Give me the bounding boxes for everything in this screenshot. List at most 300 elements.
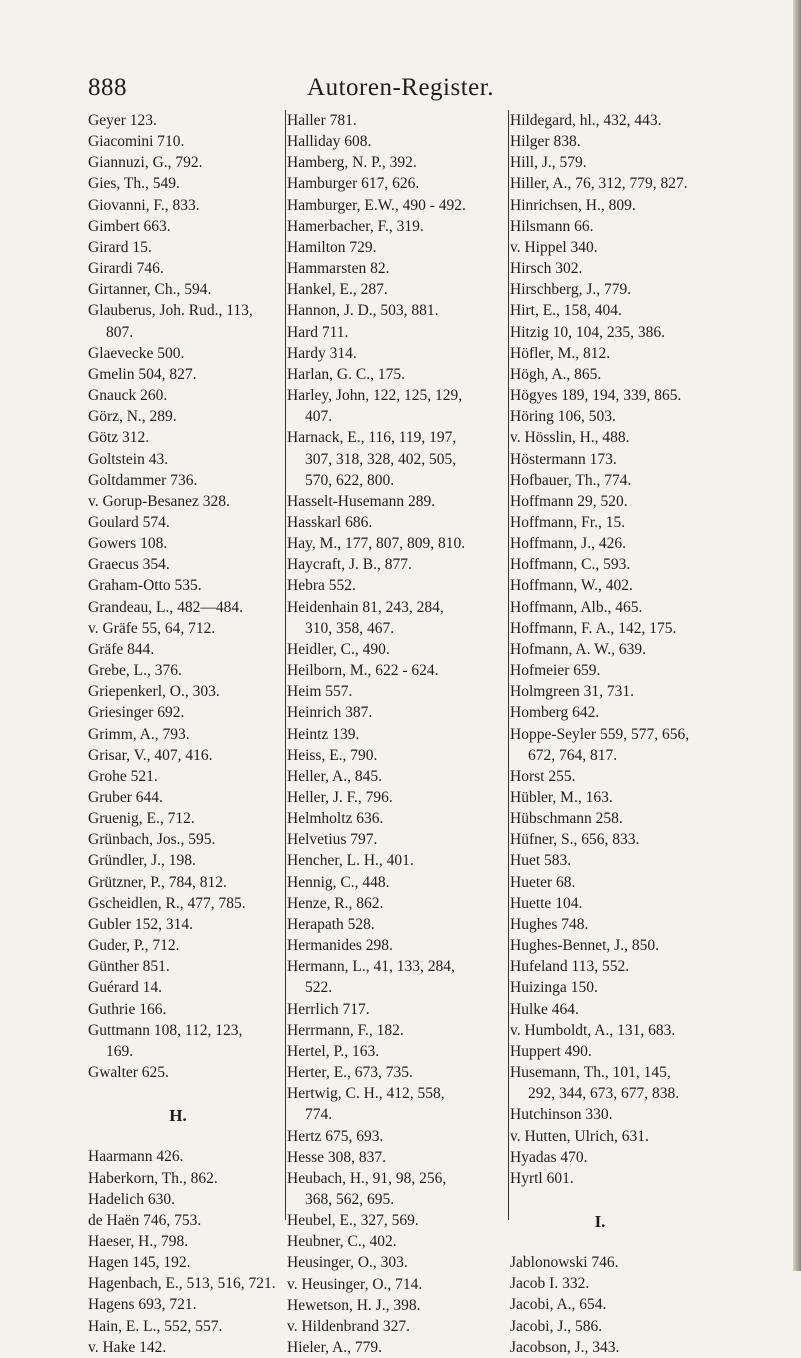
index-entry	[510, 131, 795, 152]
entry-line: Jablonowski 746.	[510, 1254, 619, 1272]
entry-line: v. Humboldt, A., 131, 683.	[510, 1021, 676, 1039]
entry-line: Henze, R., 862.	[287, 894, 384, 912]
index-entry	[510, 1147, 795, 1168]
index-entry	[88, 470, 284, 491]
index-entry	[88, 1231, 284, 1252]
entry-line: Giovanni, F., 833.	[88, 196, 200, 214]
index-entry	[510, 1294, 795, 1315]
entry-line: Hutchinson 330.	[510, 1106, 613, 1124]
index-entry	[287, 1147, 512, 1168]
entry-line: Hitzig 10, 104, 235, 386.	[510, 323, 665, 341]
index-entry	[88, 999, 284, 1020]
index-entry	[287, 554, 512, 575]
entry-line: Hannon, J. D., 503, 881.	[287, 302, 439, 320]
index-entry	[510, 787, 795, 808]
entry-line: Goltstein 43.	[88, 450, 169, 468]
index-entry	[88, 1337, 284, 1358]
entry-line: Höstermann 173.	[510, 450, 617, 468]
index-entry	[287, 702, 512, 723]
index-entry	[510, 575, 795, 596]
entry-line: Hirschberg, J., 779.	[510, 281, 632, 299]
entry-line: Hencher, L. H., 401.	[287, 852, 414, 870]
entry-line: Hoppe-Seyler 559, 577, 656,	[510, 725, 690, 743]
entry-line: Hamerbacher, F., 319.	[287, 217, 424, 235]
index-entry	[88, 343, 284, 364]
entry-line: Hill, J., 579.	[510, 154, 587, 172]
entry-line: Hinrichsen, H., 809.	[510, 196, 636, 214]
index-entry	[510, 935, 795, 956]
entry-line: Helmholtz 636.	[287, 810, 384, 828]
entry-line: Hermanides 298.	[287, 937, 393, 955]
entry-line: Hesse 308, 837.	[287, 1148, 387, 1166]
entry-line: Heubner, C., 402.	[287, 1233, 397, 1251]
entry-line: Hoffmann, C., 593.	[510, 556, 631, 574]
index-entry	[88, 935, 284, 956]
entry-line: v. Hutten, Ulrich, 631.	[510, 1127, 649, 1145]
index-entry	[287, 999, 512, 1020]
entry-line: Gruenig, E., 712.	[88, 810, 195, 828]
entry-line: Heller, A., 845.	[287, 767, 382, 785]
entry-line: Hübschmann 258.	[510, 810, 623, 828]
index-entry	[510, 1273, 795, 1294]
index-entry	[510, 470, 795, 491]
entry-line: Hiller, A., 76, 312, 779, 827.	[510, 175, 688, 193]
entry-line: Hardy 314.	[287, 344, 357, 362]
entry-line: Hughes 748.	[510, 915, 589, 933]
entries-list	[88, 110, 284, 1083]
entry-continuation: 522.	[305, 979, 333, 997]
index-entry	[510, 427, 795, 448]
entry-line: Gwalter 625.	[88, 1064, 169, 1082]
entry-line: Harnack, E., 116, 119, 197,	[287, 429, 457, 447]
index-entry	[287, 533, 512, 554]
entry-line: Hoffmann 29, 520.	[510, 492, 628, 510]
entry-line: Hübler, M., 163.	[510, 789, 613, 806]
entry-line: Heidler, C., 490.	[287, 640, 390, 658]
index-entry	[88, 1146, 284, 1167]
index-entry	[287, 279, 512, 300]
index-entry	[510, 1104, 795, 1125]
index-entry	[287, 575, 512, 596]
entry-line: Grandeau, L., 482—484.	[88, 598, 243, 616]
entry-line: Hamburger, E.W., 490 - 492.	[287, 196, 466, 214]
entry-continuation: 307, 318, 328, 402, 505,	[305, 450, 457, 468]
entry-line: Hankel, E., 287.	[287, 281, 388, 299]
index-entry	[510, 914, 795, 935]
index-entry	[88, 385, 284, 406]
index-entry	[510, 681, 795, 702]
page-number: 888	[88, 74, 127, 101]
index-entry	[88, 1294, 284, 1315]
index-entry	[88, 512, 284, 533]
index-entry	[287, 1337, 512, 1358]
index-entry	[287, 681, 512, 702]
index-entry	[88, 406, 284, 427]
index-entry	[88, 829, 284, 850]
entry-line: v. Hake 142.	[88, 1338, 167, 1356]
index-entry	[287, 1083, 512, 1125]
entry-line: Girtanner, Ch., 594.	[88, 281, 212, 299]
entry-line: Guder, P., 712.	[88, 937, 180, 955]
entry-line: Grünbach, Jos., 595.	[88, 831, 216, 849]
entry-line: Huette 104.	[510, 894, 583, 912]
entry-line: Heintz 139.	[287, 725, 360, 743]
entry-line: Gscheidlen, R., 477, 785.	[88, 894, 246, 912]
entry-line: Hufeland 113, 552.	[510, 958, 630, 976]
index-entry	[510, 385, 795, 406]
index-entry	[88, 1062, 284, 1083]
index-entry	[510, 1168, 795, 1189]
index-entry	[287, 829, 512, 850]
entry-line: Gründler, J., 198.	[88, 852, 196, 870]
index-entry	[88, 956, 284, 977]
index-entry	[510, 766, 795, 787]
index-entry	[287, 1062, 512, 1083]
index-entry	[88, 639, 284, 660]
entry-line: Huppert 490.	[510, 1042, 592, 1060]
index-entry	[287, 173, 512, 194]
index-entry	[510, 533, 795, 554]
entry-line: Hieler, A., 779.	[287, 1339, 382, 1357]
index-entry	[88, 1020, 284, 1062]
index-entry	[88, 872, 284, 893]
index-entry	[88, 110, 284, 131]
entry-line: Helvetius 797.	[287, 831, 378, 849]
index-entry	[510, 152, 795, 173]
index-entry	[287, 385, 512, 427]
index-entry	[510, 893, 795, 914]
entry-line: Giacomini 710.	[88, 133, 185, 151]
entry-line: Hertz 675, 693.	[287, 1127, 384, 1145]
index-entry	[287, 343, 512, 364]
index-entry	[88, 808, 284, 829]
entry-line: Haberkorn, Th., 862.	[88, 1169, 218, 1187]
entry-line: Hertel, P., 163.	[287, 1042, 380, 1060]
entry-line: Hoffmann, W., 402.	[510, 577, 633, 595]
entry-line: Jacobson, J., 343.	[510, 1338, 620, 1356]
entry-line: Heim 557.	[287, 683, 353, 701]
index-entry	[287, 300, 512, 321]
entry-continuation: 774.	[305, 1106, 333, 1124]
index-entry	[88, 977, 284, 998]
index-entry	[510, 639, 795, 660]
entry-line: Högh, A., 865.	[510, 365, 602, 383]
index-entry	[287, 131, 512, 152]
entry-line: Huet 583.	[510, 852, 572, 870]
index-entry	[287, 491, 512, 512]
index-entry	[510, 554, 795, 575]
index-entry	[88, 681, 284, 702]
entry-line: Holmgreen 31, 731.	[510, 683, 634, 701]
index-entry	[510, 322, 795, 343]
entry-line: Hennig, C., 448.	[287, 873, 390, 891]
entry-line: Grützner, P., 784, 812.	[88, 873, 227, 891]
entry-line: Hofmeier 659.	[510, 662, 601, 680]
index-entry	[88, 745, 284, 766]
entry-line: Gmelin 504, 827.	[88, 365, 197, 383]
page-edge-shadow	[793, 0, 801, 1271]
index-entry	[88, 554, 284, 575]
index-entry	[287, 364, 512, 385]
entry-line: Hoffmann, J., 426.	[510, 535, 626, 553]
entry-line: Gowers 108.	[88, 535, 168, 553]
entry-line: Grebe, L., 376.	[88, 662, 182, 680]
index-column-3	[508, 110, 795, 1356]
entry-line: v. Heusinger, O., 714.	[287, 1275, 423, 1293]
entry-line: Hebra 552.	[287, 577, 356, 595]
index-entry	[510, 364, 795, 385]
index-entry	[88, 491, 284, 512]
entry-line: Herrlich 717.	[287, 1000, 370, 1018]
entry-line: Gräfe 844.	[88, 640, 155, 658]
entries-list	[88, 1146, 284, 1358]
section-letter: I.	[594, 1211, 606, 1231]
index-entry	[510, 216, 795, 237]
index-entry	[88, 618, 284, 639]
entry-line: Hermann, L., 41, 133, 284,	[287, 958, 455, 976]
entry-line: Hyadas 470.	[510, 1148, 588, 1166]
index-entry	[88, 1273, 284, 1294]
entry-continuation: 368, 562, 695.	[305, 1190, 395, 1208]
index-entry	[510, 977, 795, 998]
entry-line: Haeser, H., 798.	[88, 1232, 189, 1250]
index-entry	[287, 597, 512, 639]
index-column-2	[285, 110, 512, 1357]
entry-line: Gimbert 663.	[88, 217, 171, 235]
index-column-1	[88, 110, 284, 1358]
entry-line: Herrmann, F., 182.	[287, 1021, 404, 1039]
entry-line: Höfler, M., 812.	[510, 344, 611, 362]
index-entry	[510, 724, 795, 766]
entry-line: Heubel, E., 327, 569.	[287, 1212, 419, 1230]
entry-line: Hyrtl 601.	[510, 1169, 574, 1187]
index-entry	[510, 1062, 795, 1104]
entry-line: v. Hösslin, H., 488.	[510, 429, 630, 447]
index-entry	[510, 195, 795, 216]
entry-line: Glauberus, Joh. Rud., 113,	[88, 302, 253, 320]
index-entry	[287, 1295, 512, 1316]
entry-line: Haycraft, J. B., 877.	[287, 556, 412, 574]
entry-line: v. Gorup-Besanez 328.	[88, 492, 230, 510]
index-entry	[287, 850, 512, 871]
index-entry	[510, 110, 795, 131]
index-entry	[510, 1252, 795, 1273]
entry-line: Herter, E., 673, 735.	[287, 1064, 413, 1082]
index-entry	[88, 364, 284, 385]
index-entry	[510, 300, 795, 321]
entry-line: Hulke 464.	[510, 1000, 579, 1018]
index-entry	[287, 110, 512, 131]
entry-line: Goulard 574.	[88, 513, 170, 531]
entry-line: Gnauck 260.	[88, 387, 168, 405]
index-entry	[510, 850, 795, 871]
index-entry	[510, 1337, 795, 1358]
index-entry	[287, 1231, 512, 1252]
entry-line: Gruber 644.	[88, 789, 163, 806]
index-entry	[88, 575, 284, 596]
index-entry	[287, 745, 512, 766]
entry-line: Hüfner, S., 656, 833.	[510, 831, 640, 849]
index-entry	[510, 660, 795, 681]
index-entry	[287, 322, 512, 343]
entry-line: Hagen 145, 192.	[88, 1254, 191, 1272]
index-entry	[88, 173, 284, 194]
index-entry	[88, 1189, 284, 1210]
index-entry	[88, 258, 284, 279]
entry-line: Griepenkerl, O., 303.	[88, 683, 220, 701]
index-entry	[287, 152, 512, 173]
entry-line: Geyer 123.	[88, 112, 157, 129]
index-entry	[88, 216, 284, 237]
entry-line: Hagens 693, 721.	[88, 1296, 197, 1314]
entry-line: Harlan, G. C., 175.	[287, 365, 405, 383]
entry-line: Griesinger 692.	[88, 704, 185, 722]
index-entry	[88, 724, 284, 745]
entry-line: v. Hippel 340.	[510, 238, 598, 256]
index-entry	[510, 173, 795, 194]
index-entry	[88, 850, 284, 871]
entry-line: Guttmann 108, 112, 123,	[88, 1021, 243, 1039]
index-entry	[287, 427, 512, 490]
entry-line: Heusinger, O., 303.	[287, 1254, 408, 1272]
entry-line: Hamburger 617, 626.	[287, 175, 420, 193]
index-entry	[287, 1316, 512, 1337]
entry-line: Hadelich 630.	[88, 1190, 175, 1208]
index-entry	[510, 956, 795, 977]
entry-line: Heinrich 387.	[287, 704, 373, 722]
index-entry	[287, 1126, 512, 1147]
index-entry	[287, 787, 512, 808]
entry-line: Grohe 521.	[88, 767, 158, 785]
entry-line: Horst 255.	[510, 767, 576, 785]
entry-line: Glaevecke 500.	[88, 344, 185, 362]
index-entry	[510, 279, 795, 300]
index-entry	[88, 787, 284, 808]
entry-line: Homberg 642.	[510, 704, 600, 722]
entry-continuation: 570, 622, 800.	[305, 471, 395, 489]
entry-line: Günther 851.	[88, 958, 170, 976]
index-entry	[287, 893, 512, 914]
entry-line: Hard 711.	[287, 323, 349, 341]
index-entry	[510, 829, 795, 850]
entry-line: Hamberg, N. P., 392.	[287, 154, 417, 172]
index-entry	[287, 237, 512, 258]
entry-line: Jacobi, A., 654.	[510, 1296, 607, 1314]
entry-line: v. Hildenbrand 327.	[287, 1317, 410, 1335]
entry-line: Grisar, V., 407, 416.	[88, 746, 213, 764]
entry-continuation: 807.	[106, 323, 134, 341]
index-entry	[287, 1210, 512, 1231]
entry-line: Hilger 838.	[510, 133, 581, 151]
index-entry	[287, 766, 512, 787]
entry-line: Guthrie 166.	[88, 1000, 167, 1018]
page-title: Autoren-Register.	[307, 74, 494, 101]
entry-line: Hirsch 302.	[510, 260, 583, 278]
entry-line: Hilsmann 66.	[510, 217, 594, 235]
index-entry	[88, 300, 284, 342]
entry-line: Hewetson, H. J., 398.	[287, 1296, 421, 1314]
index-entry	[510, 1126, 795, 1147]
entry-continuation: 672, 764, 817.	[528, 746, 618, 764]
entry-continuation: 292, 344, 673, 677, 838.	[528, 1085, 680, 1103]
entry-line: de Haën 746, 753.	[88, 1211, 202, 1229]
index-entry	[88, 702, 284, 723]
index-entry	[510, 237, 795, 258]
entry-line: Herapath 528.	[287, 915, 375, 933]
entries-list	[287, 110, 512, 1358]
entry-line: Hasskarl 686.	[287, 513, 373, 531]
index-entry	[88, 152, 284, 173]
entry-line: Götz 312.	[88, 429, 150, 447]
entry-line: Gubler 152, 314.	[88, 915, 194, 933]
entries-list	[510, 1252, 795, 1358]
entry-line: Högyes 189, 194, 339, 865.	[510, 387, 682, 405]
index-entry	[88, 1168, 284, 1189]
entry-line: Hasselt-Husemann 289.	[287, 492, 436, 510]
index-entry	[510, 1316, 795, 1337]
index-entry	[287, 639, 512, 660]
index-entry	[287, 195, 512, 216]
entry-continuation: 310, 358, 467.	[305, 619, 395, 637]
index-entry	[88, 427, 284, 448]
index-entry	[287, 724, 512, 745]
index-entry	[88, 893, 284, 914]
index-entry	[287, 512, 512, 533]
section-letter: H.	[169, 1106, 187, 1126]
index-entry	[510, 491, 795, 512]
entry-line: Husemann, Th., 101, 145,	[510, 1064, 671, 1082]
entry-line: Goltdammer 736.	[88, 471, 198, 489]
index-entry	[510, 872, 795, 893]
index-entry	[88, 533, 284, 554]
entry-line: Hueter 68.	[510, 873, 576, 891]
index-entry	[287, 258, 512, 279]
entry-line: Hammarsten 82.	[287, 260, 390, 278]
entry-line: Heller, J. F., 796.	[287, 789, 393, 806]
index-entry	[510, 512, 795, 533]
index-entry	[88, 766, 284, 787]
entry-line: Grimm, A., 793.	[88, 725, 190, 743]
entry-line: Hughes-Bennet, J., 850.	[510, 937, 659, 955]
entry-line: Harley, John, 122, 125, 129,	[287, 387, 463, 405]
index-entry	[88, 1210, 284, 1231]
entry-line: Graecus 354.	[88, 556, 170, 574]
entry-line: Girard 15.	[88, 238, 152, 256]
entry-line: Gies, Th., 549.	[88, 175, 180, 193]
index-entry	[287, 660, 512, 681]
entry-continuation: 407.	[305, 408, 333, 426]
entry-line: Hamilton 729.	[287, 238, 377, 256]
index-entry	[510, 449, 795, 470]
index-entry	[287, 872, 512, 893]
entry-line: Hoffmann, Fr., 15.	[510, 513, 626, 531]
entry-line: Höring 106, 503.	[510, 408, 616, 426]
index-entry	[287, 808, 512, 829]
index-entry	[287, 956, 512, 998]
entry-line: Hagenbach, E., 513, 516, 721.	[88, 1275, 276, 1293]
index-entry	[510, 258, 795, 279]
entry-line: Hain, E. L., 552, 557.	[88, 1317, 223, 1335]
index-entry	[510, 406, 795, 427]
index-entry	[88, 237, 284, 258]
entry-line: Hofbauer, Th., 774.	[510, 471, 632, 489]
entry-line: Hoffmann, F. A., 142, 175.	[510, 619, 677, 637]
index-entry	[510, 343, 795, 364]
entry-line: Halliday 608.	[287, 133, 372, 151]
index-entry	[88, 914, 284, 935]
entry-line: Guérard 14.	[88, 979, 163, 997]
entries-list	[510, 110, 795, 1189]
